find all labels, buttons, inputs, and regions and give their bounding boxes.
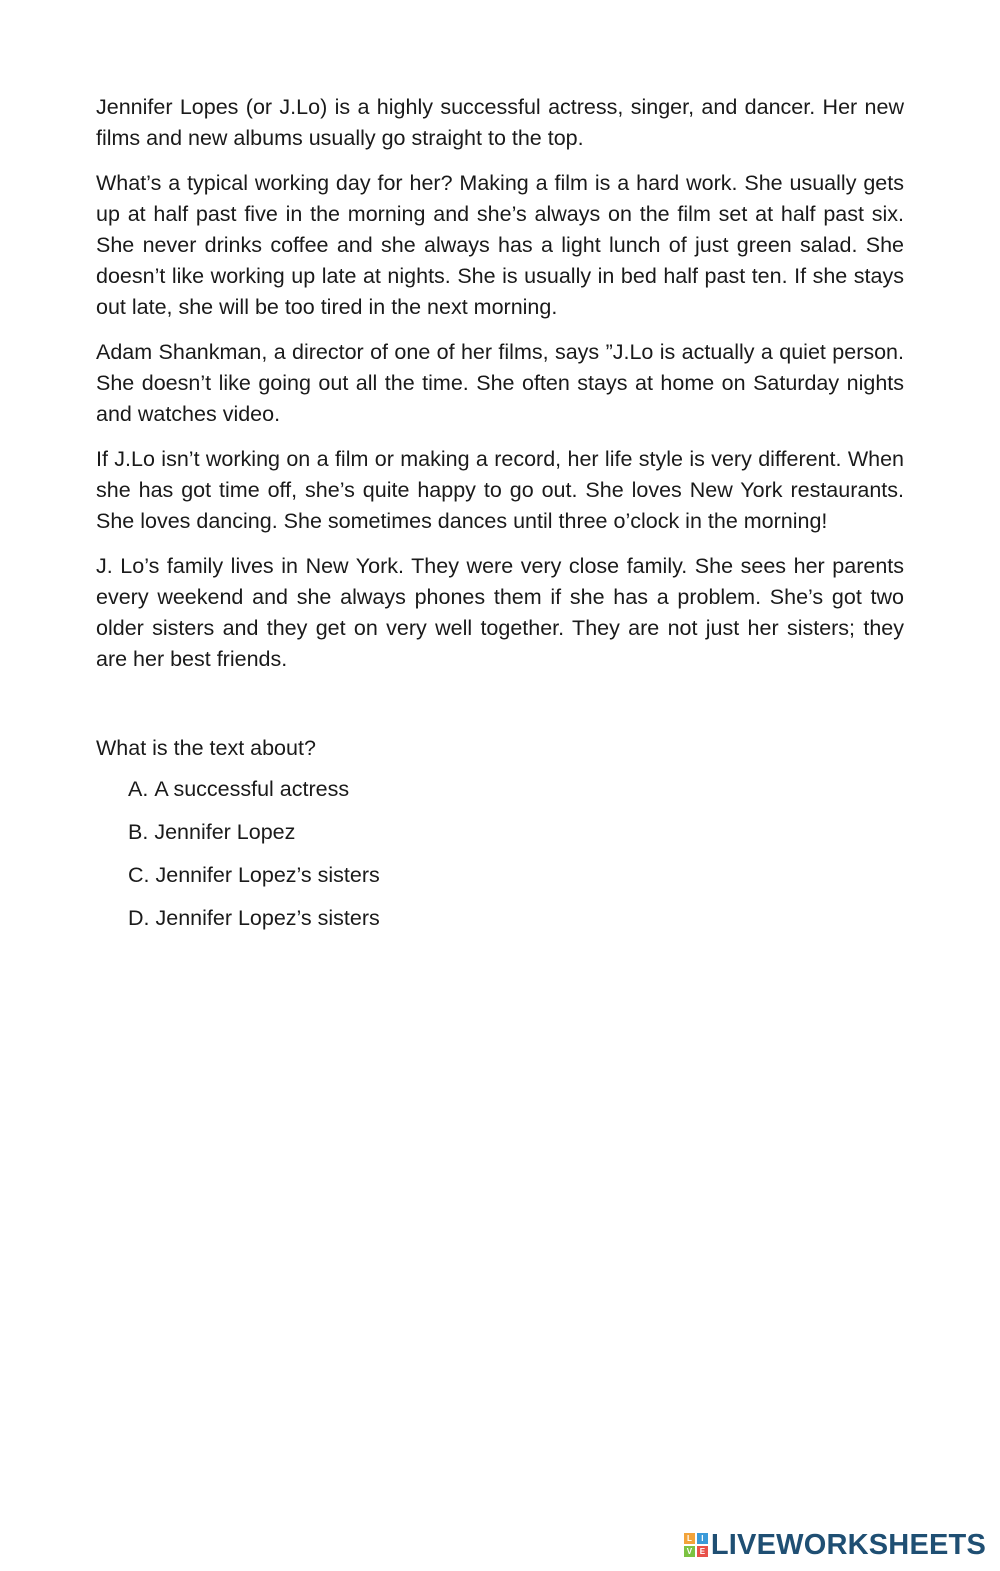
liveworksheets-logo-text: LIVEWORKSHEETS <box>710 1528 986 1561</box>
paragraph-intro: Jennifer Lopes (or J.Lo) is a highly successful actress, singer, and dancer. Her new films and new albums usually go straight to the top. <box>96 95 904 150</box>
liveworksheets-logo <box>684 1527 986 1563</box>
option-text: A successful actress <box>154 777 350 801</box>
paragraph-working-day: What’s a typical working day for her? Making a film is a hard work. She usually gets up at half past five in the morning and she’s always on the film set at half past six. She never drinks coffee and she always has a light lunch of just green salad. She doesn’t like working up late at nights. She is usually in bed half past ten. If she stays out late, she will be too tired in the next morning. <box>96 171 904 319</box>
logo-mark-tile: I <box>697 1533 708 1544</box>
paragraph-director-quote: Adam Shankman, a director of one of her films, says ”J.Lo is actually a quiet person. She doesn’t like going out all the time. She often stays at home on Saturday nights and watches video. <box>96 340 904 426</box>
answer-option-a[interactable] <box>128 774 904 805</box>
logo-mark-tile: E <box>697 1546 708 1557</box>
option-text: Jennifer Lopez <box>154 820 296 844</box>
option-text: Jennifer Lopez’s sisters <box>155 906 380 930</box>
logo-mark-tile: L <box>684 1533 695 1544</box>
paragraph-family: J. Lo’s family lives in New York. They were very close family. She sees her parents every weekend and she always phones them if she has a problem. She’s got two older sisters and they get on very well together. They are not just her sisters; they are her best friends. <box>96 554 904 671</box>
question-text: What is the text about? <box>96 736 316 760</box>
option-text: Jennifer Lopez’s sisters <box>155 863 380 887</box>
answer-options <box>96 774 904 934</box>
option-letter: A. <box>128 777 149 801</box>
answer-option-b[interactable] <box>128 817 904 848</box>
option-letter: D. <box>128 906 150 930</box>
liveworksheets-logo-icon <box>684 1533 708 1557</box>
worksheet-page <box>96 92 904 946</box>
answer-option-c[interactable] <box>128 860 904 891</box>
option-letter: C. <box>128 863 150 887</box>
answer-option-d[interactable] <box>128 903 904 934</box>
paragraph-life-style: If J.Lo isn’t working on a film or making a record, her life style is very different. When she has got time off, she’s quite happy to go out. She loves New York restaurants. She loves dancing. She sometimes dances until three o’clock in the morning! <box>96 447 904 533</box>
logo-mark-tile: V <box>684 1546 695 1557</box>
option-letter: B. <box>128 820 149 844</box>
